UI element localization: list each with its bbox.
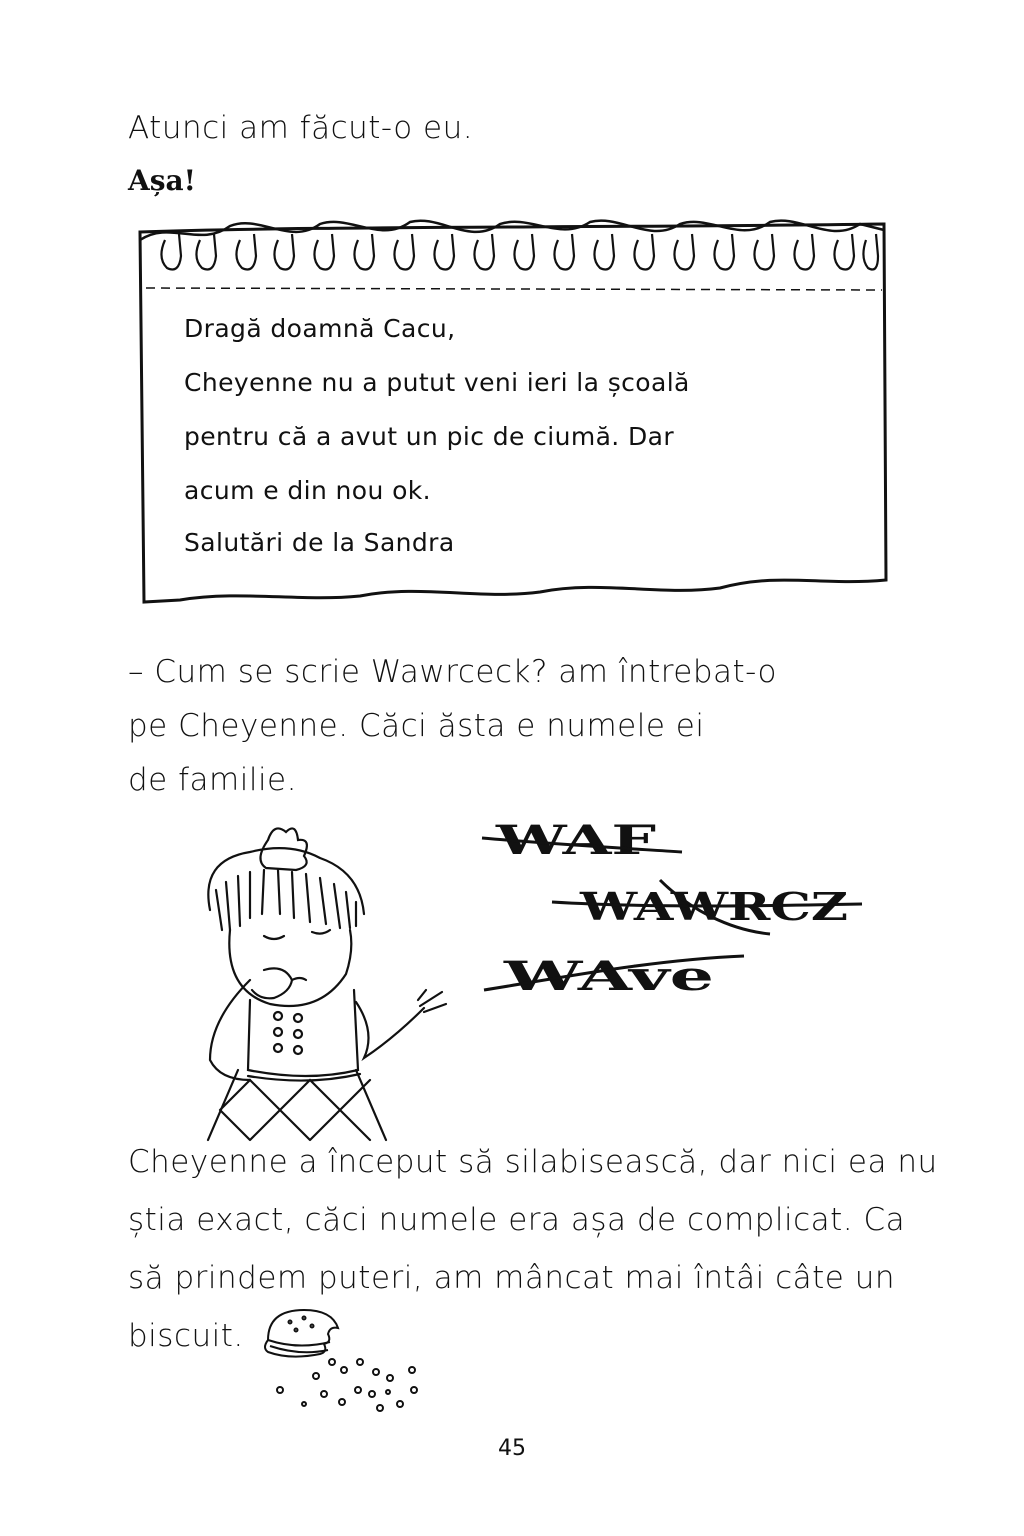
attempt-wave: WAve — [502, 953, 714, 1000]
dialogue-line: – Cum se scrie Wawrceck? am întrebat-o — [128, 654, 777, 690]
dialogue-line: pe Cheyenne. Căci ăsta e numele ei — [128, 708, 705, 744]
note-greeting: Dragă doamnă Cacu, — [184, 314, 456, 343]
intro-line: Atunci am făcut-o eu. — [128, 110, 474, 146]
closing-line: să prindem puteri, am mâncat mai întâi câte un — [128, 1260, 895, 1296]
closing-line: știa exact, căci numele era așa de complicat. Ca — [128, 1202, 906, 1238]
note-line: acum e din nou ok. — [184, 476, 431, 505]
note-signature: Salutări de la Sandra — [184, 528, 455, 557]
spelling-attempts — [470, 810, 890, 1010]
page-number: 45 — [498, 1436, 526, 1461]
girl-illustration — [180, 820, 470, 1140]
exclamation: Așa! — [128, 164, 196, 197]
attempt-wawrcz: WAWRCZ — [578, 884, 848, 929]
closing-line: biscuit. — [128, 1318, 244, 1354]
note-line: Cheyenne nu a putut veni ieri la școală — [184, 368, 690, 397]
closing-line: Cheyenne a început să silabisească, dar nici ea nu — [128, 1144, 938, 1180]
attempt-waf: WAF — [494, 817, 656, 864]
biscuit-icon — [260, 1304, 440, 1424]
dialogue-line: de familie. — [128, 762, 297, 798]
note-paper — [0, 0, 1024, 620]
note-line: pentru că a avut un pic de ciumă. Dar — [184, 422, 675, 451]
